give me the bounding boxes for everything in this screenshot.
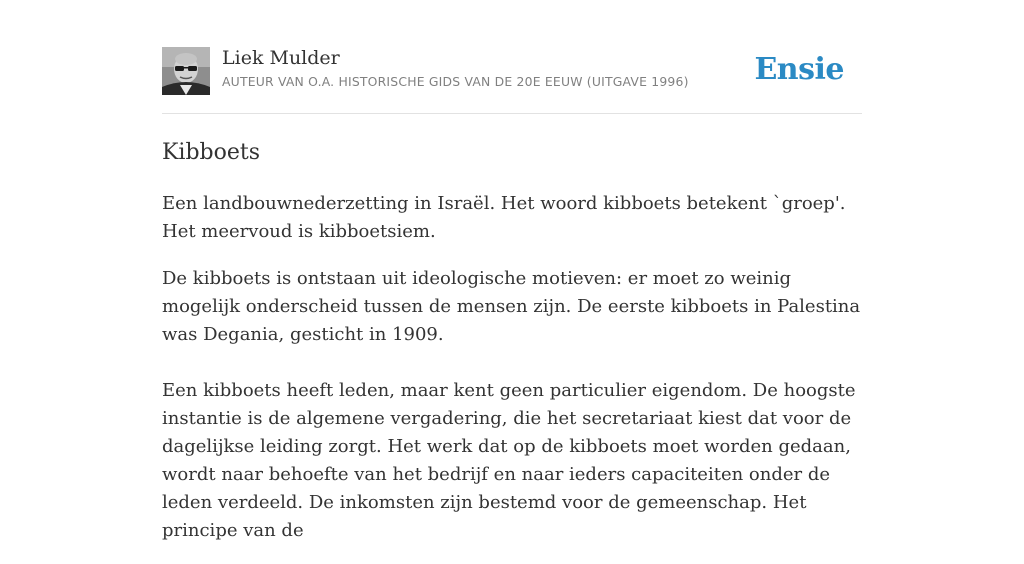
article-paragraph: Een kibboets heeft leden, maar kent geen particulier eigendom. De hoogste instantie is de algemene vergadering, die het secretariaat kiest dat voor de dagelijkse leiding zorgt. Het werk dat op de kibboets moet worden gedaan, wordt naar behoefte van het bedrijf en naar ieders capaciteiten onder de leden verdeeld. De inkomsten zijn bestemd voor de gemeenschap. Het principe van de [162, 380, 856, 541]
header-divider [162, 113, 862, 114]
article-paragraph: De kibboets is ontstaan uit ideologische motieven: er moet zo weinig mogelijk onderscheid tussen de mensen zijn. De eerste kibboets in Palestina was Degania, gesticht in 1909. [162, 268, 861, 345]
article-header [162, 46, 862, 113]
article-title: Kibboets [162, 140, 261, 165]
author-avatar[interactable] [162, 47, 210, 95]
ensie-logo[interactable]: Ensie [754, 52, 844, 87]
author-name[interactable]: Liek Mulder [222, 47, 340, 69]
author-bio: AUTEUR VAN O.A. HISTORISCHE GIDS VAN DE 20E EEUW (UITGAVE 1996) [222, 74, 689, 89]
article-body [162, 190, 862, 564]
article-paragraph: Een landbouwnederzetting in Israël. Het woord kibboets betekent `groep'. Het meervoud is kibboetsiem. [162, 193, 846, 242]
author-photo [162, 47, 210, 95]
